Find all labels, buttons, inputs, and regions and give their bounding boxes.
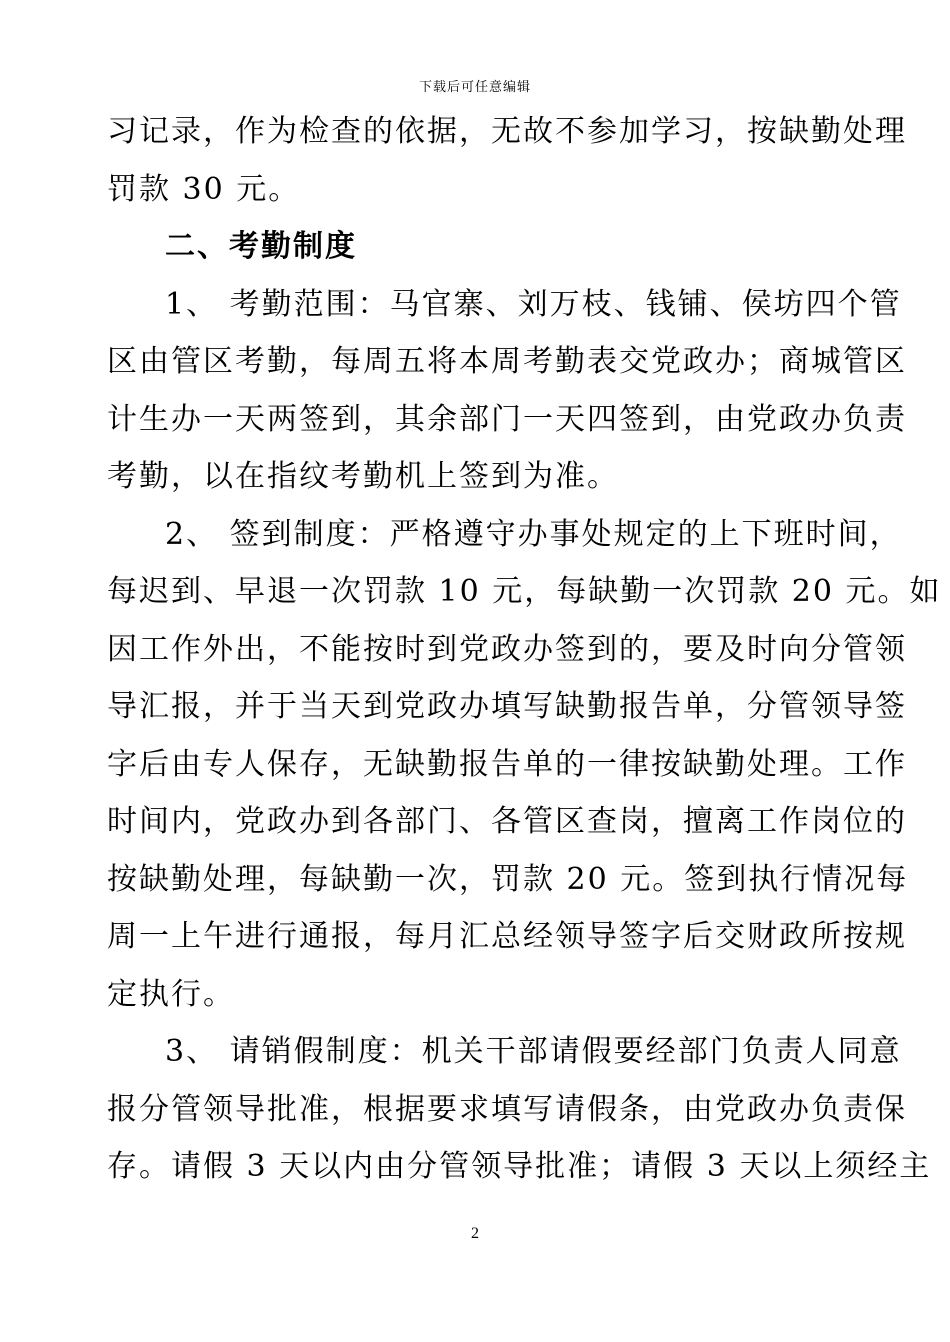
text-line: 存。请假 3 天以内由分管领导批准；请假 3 天以上须经主 [107,1149,932,1184]
page-number: 2 [471,1225,479,1242]
section-heading: 二、考勤制度 [165,229,357,264]
text-line: 每迟到、早退一次罚款 10 元，每缺勤一次罚款 20 元。如 [107,574,942,609]
text-line: 时间内，党政办到各部门、各管区查岗，擅离工作岗位的 [107,804,907,839]
text-line: 字后由专人保存，无缺勤报告单的一律按缺勤处理。工作 [107,746,907,782]
text-line: 按缺勤处理，每缺勤一次，罚款 20 元。签到执行情况每 [107,861,909,897]
text-line: 定执行。 [107,976,235,1012]
text-line: 周一上午进行通报，每月汇总经领导签字后交财政所按规 [107,919,907,954]
text-line: 考勤，以在指纹考勤机上签到为准。 [107,459,619,494]
text-line: 罚款 30 元。 [107,171,301,207]
text-line: 因工作外出，不能按时到党政办签到的，要及时向分管领 [107,631,907,667]
text-line: 导汇报，并于当天到党政办填写缺勤报告单，分管领导签 [107,689,907,724]
document-body [107,103,942,1196]
text-line: 3、 请销假制度：机关干部请假要经部门负责人同意 [165,1034,902,1069]
text-line: 计生办一天两签到，其余部门一天四签到，由党政办负责 [107,401,907,437]
text-line: 2、 签到制度：严格遵守办事处规定的上下班时间， [165,516,902,552]
text-line: 习记录，作为检查的依据，无故不参加学习，按缺勤处理 [107,114,907,149]
text-line: 区由管区考勤，每周五将本周考勤表交党政办；商城管区 [107,344,907,379]
text-line: 1、 考勤范围：马官寨、刘万枝、钱铺、侯坊四个管 [165,286,902,322]
text-line: 报分管领导批准，根据要求填写请假条，由党政办负责保 [107,1091,907,1127]
header-note: 下载后可任意编辑 [418,80,531,95]
